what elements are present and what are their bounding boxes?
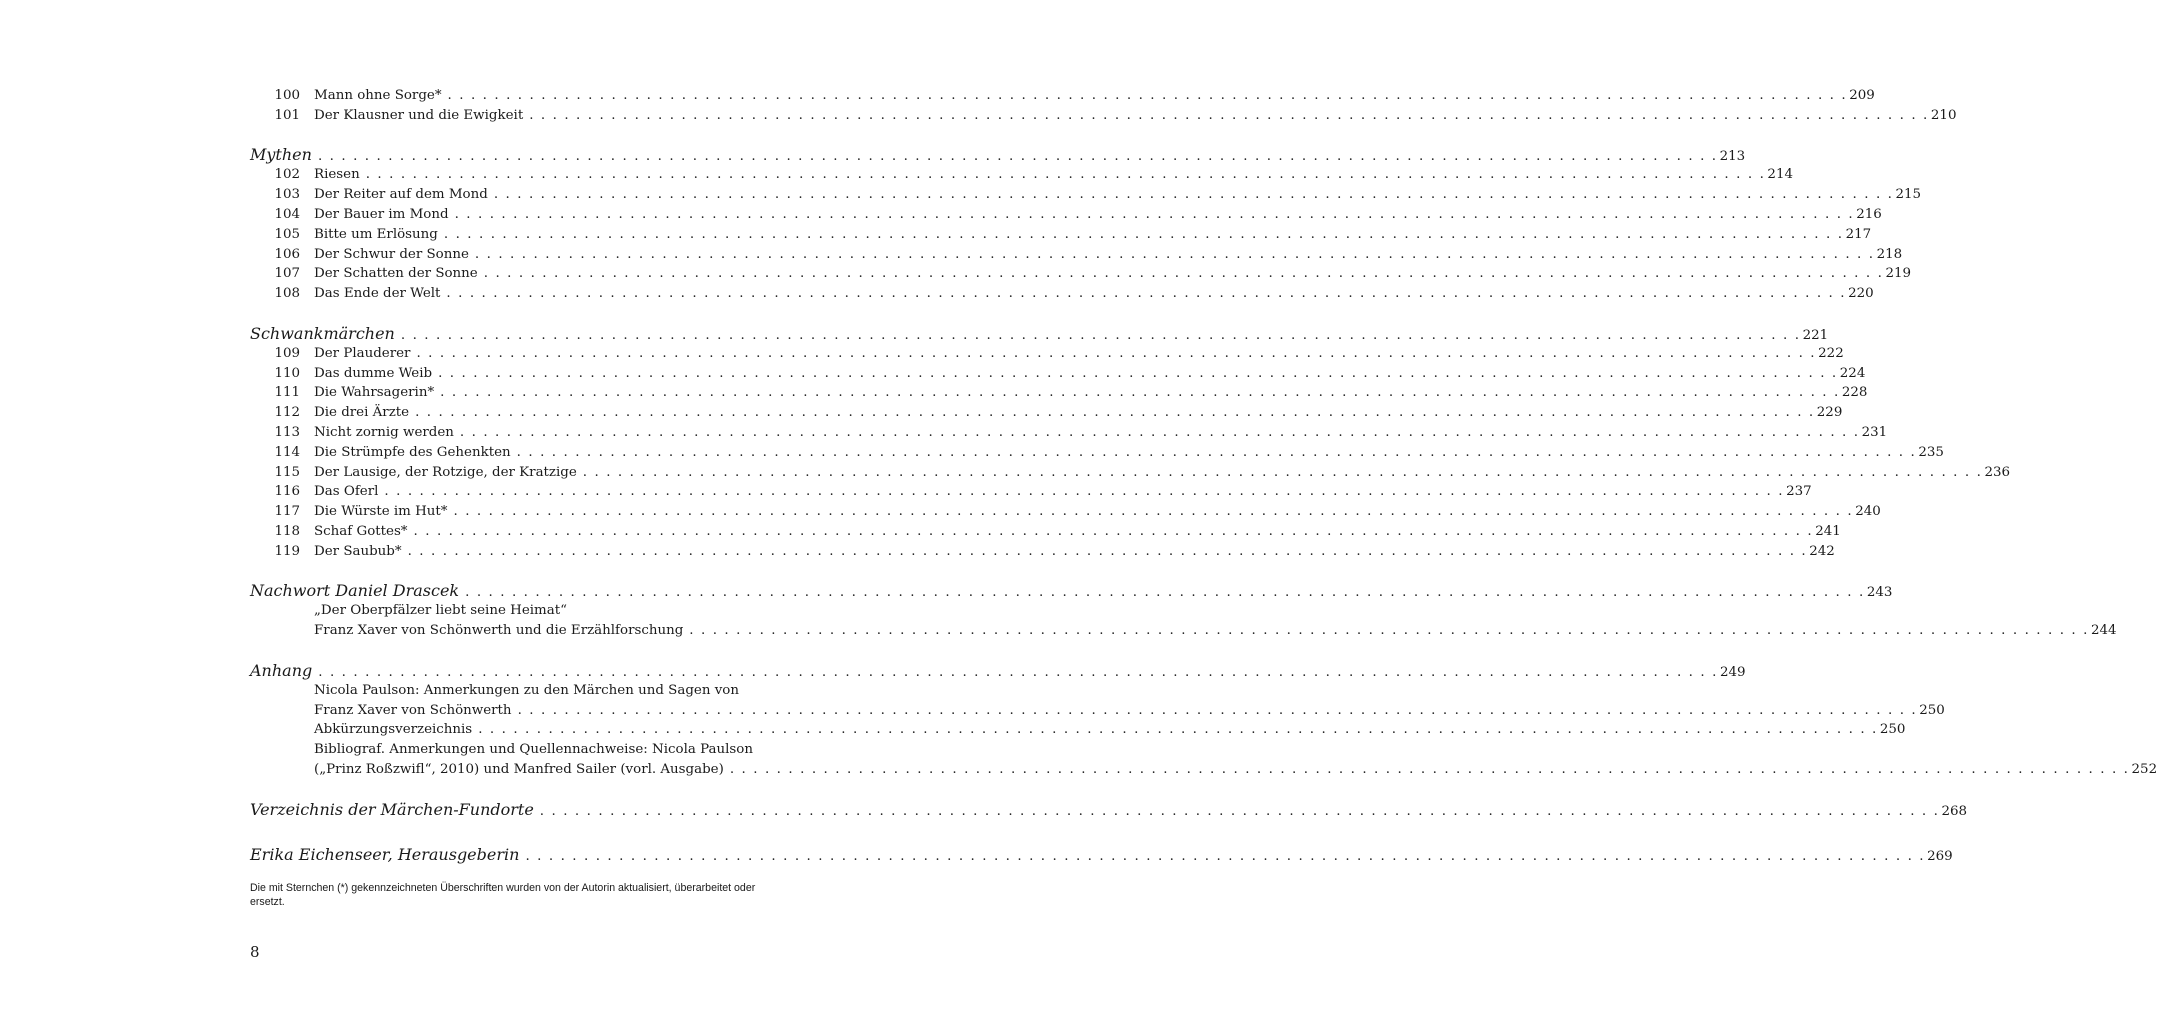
toc-section-title: Erika Eichenseer, Herausgeberin xyxy=(250,844,520,864)
toc-page-number: 219 xyxy=(1885,266,1911,282)
toc-entry-number: 103 xyxy=(274,187,300,203)
toc-entry-title: Nicht zornig werden xyxy=(314,424,454,440)
toc-entry-number: 105 xyxy=(274,226,300,242)
toc-entry-title: Mann ohne Sorge* xyxy=(314,88,442,103)
toc-entry-title: Das Ende der Welt xyxy=(314,286,441,302)
toc-entry-row xyxy=(250,423,1888,443)
toc-entry-title: („Prinz Roßzwifl“, 2010) und Manfred Sailer (vorl. Ausgabe) xyxy=(314,761,724,777)
toc-entry-number: 110 xyxy=(274,365,300,381)
toc-page-number: 210 xyxy=(1930,107,1957,123)
toc-spacer xyxy=(250,126,775,146)
toc-entry-title: Der Schatten der Sonne xyxy=(314,266,478,282)
toc-entry-row xyxy=(250,482,1812,502)
toc-entry-title: Franz Xaver von Schönwerth xyxy=(314,702,512,718)
toc-entry-number: 106 xyxy=(274,246,300,262)
dot-leader: . . . . . . . . . . . . . . . . . . . . . . . . . . . . . . . . . . . . . . . . . . . . . . . . . . . . . . . . . . . . . . . . . . . . . . . . . . . . . . . . . . . . . . . . . . . . . . . . . . . . . . . . . . . . . . . . . . . . . . . . xyxy=(689,623,2089,639)
toc-entry-number: 101 xyxy=(274,107,300,123)
toc-entry-number: 104 xyxy=(274,206,300,222)
dot-leader: . . . . . . . . . . . . . . . . . . . . . . . . . . . . . . . . . . . . . . . . . . . . . . . . . . . . . . . . . . . . . . . . . . . . . . . . . . . . . . . . . . . . . . . . . . . . . . . . . . . . . . . . . . . . . . . . . . . . . . . . xyxy=(465,585,1865,601)
toc-entry-row xyxy=(250,502,1881,522)
toc-page-number: 244 xyxy=(2091,623,2117,639)
dot-leader: . . . . . . . . . . . . . . . . . . . . . . . . . . . . . . . . . . . . . . . . . . . . . . . . . . . . . . . . . . . . . . . . . . . . . . . . . . . . . . . . . . . . . . . . . . . . . . . . . . . . . . . . . . . . . . . . . . . . . . . . xyxy=(729,761,2130,777)
toc-entry-row xyxy=(250,264,1911,284)
dot-leader: . . . . . . . . . . . . . . . . . . . . . . . . . . . . . . . . . . . . . . . . . . . . . . . . . . . . . . . . . . . . . . . . . . . . . . . . . . . . . . . . . . . . . . . . . . . . . . . . . . . . . . . . . . . . . . . . . . . . . . . . xyxy=(416,345,1817,361)
toc-entry-row xyxy=(250,701,1945,721)
toc-section-title: Mythen xyxy=(250,145,312,165)
toc-entry-title: Bibliograf. Anmerkungen und Quellennachweise: Nicola Paulson xyxy=(314,742,753,758)
toc-entry-row xyxy=(250,760,2157,780)
toc-entry-row xyxy=(250,443,1944,463)
toc-page-number: 250 xyxy=(1879,722,1906,738)
dot-leader: . . . . . . . . . . . . . . . . . . . . . . . . . . . . . . . . . . . . . . . . . . . . . . . . . . . . . . . . . . . . . . . . . . . . . . . . . . . . . . . . . . . . . . . . . . . . . . . . . . . . . . . . . . . . . . . . . . . . . . . . xyxy=(516,444,1917,460)
toc-section-row xyxy=(250,145,1746,165)
dot-leader: . . . . . . . . . . . . . . . . . . . . . . . . . . . . . . . . . . . . . . . . . . . . . . . . . . . . . . . . . . . . . . . . . . . . . . . . . . . . . . . . . . . . . . . . . . . . . . . . . . . . . . . . . . . . . . . . . . . . . . . . xyxy=(483,266,1884,282)
toc-page-number: 209 xyxy=(1849,88,1875,103)
dot-leader: . . . . . . . . . . . . . . . . . . . . . . . . . . . . . . . . . . . . . . . . . . . . . . . . . . . . . . . . . . . . . . . . . . . . . . . . . . . . . . . . . . . . . . . . . . . . . . . . . . . . . . . . . . . . . . . . . . . . . . . . xyxy=(443,226,1844,242)
toc-page-number: 224 xyxy=(1839,365,1866,381)
dot-leader: . . . . . . . . . . . . . . . . . . . . . . . . . . . . . . . . . . . . . . . . . . . . . . . . . . . . . . . . . . . . . . . . . . . . . . . . . . . . . . . . . . . . . . . . . . . . . . . . . . . . . . . . . . . . . . . . . . . . . . . . xyxy=(318,664,1718,680)
dot-leader: . . . . . . . . . . . . . . . . . . . . . . . . . . . . . . . . . . . . . . . . . . . . . . . . . . . . . . . . . . . . . . . . . . . . . . . . . . . . . . . . . . . . . . . . . . . . . . . . . . . . . . . . . . . . . . . . . . . . . . . . xyxy=(400,327,1801,343)
table-of-contents xyxy=(250,86,2157,865)
toc-page-number: 229 xyxy=(1816,405,1843,421)
toc-spacer xyxy=(250,780,775,800)
toc-page-number: 231 xyxy=(1861,424,1888,440)
dot-leader: . . . . . . . . . . . . . . . . . . . . . . . . . . . . . . . . . . . . . . . . . . . . . . . . . . . . . . . . . . . . . . . . . . . . . . . . . . . . . . . . . . . . . . . . . . . . . . . . . . . . . . . . . . . . . . . . . . . . . . . . xyxy=(459,424,1860,440)
toc-entry-number: 111 xyxy=(274,385,300,401)
toc-page-number: 217 xyxy=(1845,226,1872,242)
toc-entry-number: 118 xyxy=(274,523,300,539)
page-number: 8 xyxy=(250,943,260,961)
toc-entry-title: Die Strümpfe des Gehenkten xyxy=(314,444,511,460)
toc-section-row xyxy=(250,581,1893,601)
footnote: Die mit Sternchen (*) gekennzeichneten Überschriften wurden von der Autorin aktualisiert, überarbeitet oder ersetzt. xyxy=(250,882,756,908)
toc-entry-row xyxy=(250,165,1793,185)
dot-leader: . . . . . . . . . . . . . . . . . . . . . . . . . . . . . . . . . . . . . . . . . . . . . . . . . . . . . . . . . . . . . . . . . . . . . . . . . . . . . . . . . . . . . . . . . . . . . . . . . . . . . . . . . . . . . . . . . . . . . . . . xyxy=(454,206,1855,222)
toc-entry-number: 107 xyxy=(274,266,300,282)
toc-entry-row xyxy=(250,720,1906,740)
toc-entry-number: 108 xyxy=(274,286,300,302)
toc-entry-number: 116 xyxy=(274,484,300,500)
toc-entry-row xyxy=(250,284,1874,304)
dot-leader: . . . . . . . . . . . . . . . . . . . . . . . . . . . . . . . . . . . . . . . . . . . . . . . . . . . . . . . . . . . . . . . . . . . . . . . . . . . . . . . . . . . . . . . . . . . . . . . . . . . . . . . . . . . . . . . . . . . . . . . . xyxy=(407,543,1808,559)
toc-entry-title: Der Bauer im Mond xyxy=(314,206,449,222)
toc-section-title: Verzeichnis der Märchen-Fundorte xyxy=(250,799,534,819)
toc-section-row xyxy=(250,844,1953,865)
toc-entry-title: Der Klausner und die Ewigkeit xyxy=(314,107,524,123)
toc-entry-title: Der Reiter auf dem Mond xyxy=(314,187,488,203)
toc-entry-title: Das Oferl xyxy=(314,484,379,500)
toc-page-number: 215 xyxy=(1895,187,1922,203)
toc-page-number: 249 xyxy=(1719,664,1746,680)
toc-spacer xyxy=(250,304,775,324)
toc-entry-title: Der Saubub* xyxy=(314,543,402,559)
toc-page-number: 228 xyxy=(1841,385,1868,401)
toc-entry-title: Nicola Paulson: Anmerkungen zu den Märchen und Sagen von xyxy=(314,682,739,698)
toc-entry-number: 115 xyxy=(274,464,300,480)
toc-page-number: 252 xyxy=(2131,761,2157,777)
dot-leader: . . . . . . . . . . . . . . . . . . . . . . . . . . . . . . . . . . . . . . . . . . . . . . . . . . . . . . . . . . . . . . . . . . . . . . . . . . . . . . . . . . . . . . . . . . . . . . . . . . . . . . . . . . . . . . . . . . . . . . . . xyxy=(529,107,1929,123)
toc-spacer xyxy=(250,820,775,845)
dot-leader: . . . . . . . . . . . . . . . . . . . . . . . . . . . . . . . . . . . . . . . . . . . . . . . . . . . . . . . . . . . . . . . . . . . . . . . . . . . . . . . . . . . . . . . . . . . . . . . . . . . . . . . . . . . . . . . . . . . . . . . . xyxy=(446,286,1847,302)
toc-entry-row xyxy=(250,403,1843,423)
toc-entry-row xyxy=(250,522,1841,542)
toc-entry-title: Der Plauderer xyxy=(314,345,411,361)
toc-entry-title: Abkürzungsverzeichnis xyxy=(314,722,473,738)
toc-entry-title: Die drei Ärzte xyxy=(314,405,410,421)
toc-entry-title: Das dumme Weib xyxy=(314,365,433,381)
toc-page-number: 269 xyxy=(1927,848,1953,864)
toc-page-number: 250 xyxy=(1919,702,1945,718)
toc-entry-row xyxy=(250,344,1844,364)
dot-leader: . . . . . . . . . . . . . . . . . . . . . . . . . . . . . . . . . . . . . . . . . . . . . . . . . . . . . . . . . . . . . . . . . . . . . . . . . . . . . . . . . . . . . . . . . . . . . . . . . . . . . . . . . . . . . . . . . . . . . . . . xyxy=(478,722,1878,738)
toc-entry-number: 100 xyxy=(274,88,300,103)
toc-page-number: 241 xyxy=(1815,523,1841,539)
toc-entry-row xyxy=(250,621,2117,641)
toc-page-number: 237 xyxy=(1786,484,1812,500)
toc-entry-number: 102 xyxy=(274,167,300,183)
toc-entry-row xyxy=(250,106,1957,126)
toc-entry-row xyxy=(250,225,1872,245)
dot-leader: . . . . . . . . . . . . . . . . . . . . . . . . . . . . . . . . . . . . . . . . . . . . . . . . . . . . . . . . . . . . . . . . . . . . . . . . . . . . . . . . . . . . . . . . . . . . . . . . . . . . . . . . . . . . . . . . . . . . . . . . xyxy=(440,385,1840,401)
dot-leader: . . . . . . . . . . . . . . . . . . . . . . . . . . . . . . . . . . . . . . . . . . . . . . . . . . . . . . . . . . . . . . . . . . . . . . . . . . . . . . . . . . . . . . . . . . . . . . . . . . . . . . . . . . . . . . . . . . . . . . . . xyxy=(317,149,1718,165)
dot-leader: . . . . . . . . . . . . . . . . . . . . . . . . . . . . . . . . . . . . . . . . . . . . . . . . . . . . . . . . . . . . . . . . . . . . . . . . . . . . . . . . . . . . . . . . . . . . . . . . . . . . . . . . . . . . . . . . . . . . . . . . xyxy=(493,187,1894,203)
toc-entry-row xyxy=(250,205,1882,225)
toc-entry-row xyxy=(250,463,2011,483)
toc-section-row xyxy=(250,323,1829,344)
toc-entry-row xyxy=(250,601,775,621)
toc-entry-number: 114 xyxy=(274,444,300,460)
toc-entry-number: 119 xyxy=(274,543,300,559)
toc-entry-title: Der Lausige, der Rotzige, der Kratzige xyxy=(314,464,577,480)
dot-leader: . . . . . . . . . . . . . . . . . . . . . . . . . . . . . . . . . . . . . . . . . . . . . . . . . . . . . . . . . . . . . . . . . . . . . . . . . . . . . . . . . . . . . . . . . . . . . . . . . . . . . . . . . . . . . . . . . . . . . . . . xyxy=(474,246,1875,262)
toc-entry-row xyxy=(250,364,1866,384)
toc-spacer xyxy=(250,562,775,582)
dot-leader: . . . . . . . . . . . . . . . . . . . . . . . . . . . . . . . . . . . . . . . . . . . . . . . . . . . . . . . . . . . . . . . . . . . . . . . . . . . . . . . . . . . . . . . . . . . . . . . . . . . . . . . . . . . . . . . . . . . . . . . . xyxy=(447,88,1848,103)
toc-page-number: 240 xyxy=(1855,504,1881,520)
toc-entry-row xyxy=(250,542,1835,562)
toc-entry-title: Der Schwur der Sonne xyxy=(314,246,469,262)
toc-section-title: Nachwort Daniel Drascek xyxy=(250,581,460,601)
toc-entry-title: Die Wahrsagerin* xyxy=(314,385,435,401)
dot-leader: . . . . . . . . . . . . . . . . . . . . . . . . . . . . . . . . . . . . . . . . . . . . . . . . . . . . . . . . . . . . . . . . . . . . . . . . . . . . . . . . . . . . . . . . . . . . . . . . . . . . . . . . . . . . . . . . . . . . . . . . xyxy=(517,702,1918,718)
toc-entry-row xyxy=(250,245,1903,265)
dot-leader: . . . . . . . . . . . . . . . . . . . . . . . . . . . . . . . . . . . . . . . . . . . . . . . . . . . . . . . . . . . . . . . . . . . . . . . . . . . . . . . . . . . . . . . . . . . . . . . . . . . . . . . . . . . . . . . . . . . . . . . . xyxy=(453,504,1854,520)
toc-entry-title: „Der Oberpfälzer liebt seine Heimat“ xyxy=(314,603,567,619)
toc-entry-row xyxy=(250,383,1868,403)
toc-entry-row xyxy=(250,740,775,760)
dot-leader: . . . . . . . . . . . . . . . . . . . . . . . . . . . . . . . . . . . . . . . . . . . . . . . . . . . . . . . . . . . . . . . . . . . . . . . . . . . . . . . . . . . . . . . . . . . . . . . . . . . . . . . . . . . . . . . . . . . . . . . . xyxy=(582,464,1983,480)
toc-page-number: 214 xyxy=(1767,167,1793,183)
toc-page-number: 235 xyxy=(1918,444,1944,460)
toc-page-number: 242 xyxy=(1809,543,1835,559)
toc-section-row xyxy=(250,799,1968,820)
toc-section-title: Schwankmärchen xyxy=(250,323,395,343)
toc-page-number: 218 xyxy=(1876,246,1903,262)
toc-page-number: 221 xyxy=(1802,327,1829,343)
dot-leader: . . . . . . . . . . . . . . . . . . . . . . . . . . . . . . . . . . . . . . . . . . . . . . . . . . . . . . . . . . . . . . . . . . . . . . . . . . . . . . . . . . . . . . . . . . . . . . . . . . . . . . . . . . . . . . . . . . . . . . . . xyxy=(525,848,1926,864)
toc-entry-row xyxy=(250,86,1875,106)
toc-entry-title: Die Würste im Hut* xyxy=(314,504,448,520)
dot-leader: . . . . . . . . . . . . . . . . . . . . . . . . . . . . . . . . . . . . . . . . . . . . . . . . . . . . . . . . . . . . . . . . . . . . . . . . . . . . . . . . . . . . . . . . . . . . . . . . . . . . . . . . . . . . . . . . . . . . . . . . xyxy=(365,167,1766,183)
toc-page-number: 243 xyxy=(1866,585,1893,601)
toc-entry-title: Bitte um Erlösung xyxy=(314,226,438,242)
toc-entry-title: Schaf Gottes* xyxy=(314,523,408,539)
toc-entry-row xyxy=(250,185,1922,205)
toc-page-number: 236 xyxy=(1984,464,2011,480)
toc-entry-number: 113 xyxy=(274,424,300,440)
toc-section-title: Anhang xyxy=(250,660,313,680)
toc-page-number: 220 xyxy=(1848,286,1874,302)
toc-page-number: 213 xyxy=(1719,149,1746,165)
toc-section-row xyxy=(250,660,1746,681)
toc-entry-title: Riesen xyxy=(314,167,360,183)
dot-leader: . . . . . . . . . . . . . . . . . . . . . . . . . . . . . . . . . . . . . . . . . . . . . . . . . . . . . . . . . . . . . . . . . . . . . . . . . . . . . . . . . . . . . . . . . . . . . . . . . . . . . . . . . . . . . . . . . . . . . . . . xyxy=(415,405,1815,421)
dot-leader: . . . . . . . . . . . . . . . . . . . . . . . . . . . . . . . . . . . . . . . . . . . . . . . . . . . . . . . . . . . . . . . . . . . . . . . . . . . . . . . . . . . . . . . . . . . . . . . . . . . . . . . . . . . . . . . . . . . . . . . . xyxy=(539,803,1940,819)
toc-entry-row xyxy=(250,681,775,701)
toc-entry-number: 109 xyxy=(274,345,300,361)
toc-entry-title: Franz Xaver von Schönwerth und die Erzählforschung xyxy=(314,623,684,639)
dot-leader: . . . . . . . . . . . . . . . . . . . . . . . . . . . . . . . . . . . . . . . . . . . . . . . . . . . . . . . . . . . . . . . . . . . . . . . . . . . . . . . . . . . . . . . . . . . . . . . . . . . . . . . . . . . . . . . . . . . . . . . . xyxy=(384,484,1785,500)
dot-leader: . . . . . . . . . . . . . . . . . . . . . . . . . . . . . . . . . . . . . . . . . . . . . . . . . . . . . . . . . . . . . . . . . . . . . . . . . . . . . . . . . . . . . . . . . . . . . . . . . . . . . . . . . . . . . . . . . . . . . . . . xyxy=(413,523,1814,539)
toc-page-number: 216 xyxy=(1856,206,1882,222)
toc-page-number: 222 xyxy=(1818,345,1844,361)
toc-entry-number: 112 xyxy=(274,405,300,421)
toc-spacer xyxy=(250,641,775,661)
toc-page-number: 268 xyxy=(1941,803,1968,819)
dot-leader: . . . . . . . . . . . . . . . . . . . . . . . . . . . . . . . . . . . . . . . . . . . . . . . . . . . . . . . . . . . . . . . . . . . . . . . . . . . . . . . . . . . . . . . . . . . . . . . . . . . . . . . . . . . . . . . . . . . . . . . . xyxy=(438,365,1838,381)
toc-entry-number: 117 xyxy=(274,504,300,520)
